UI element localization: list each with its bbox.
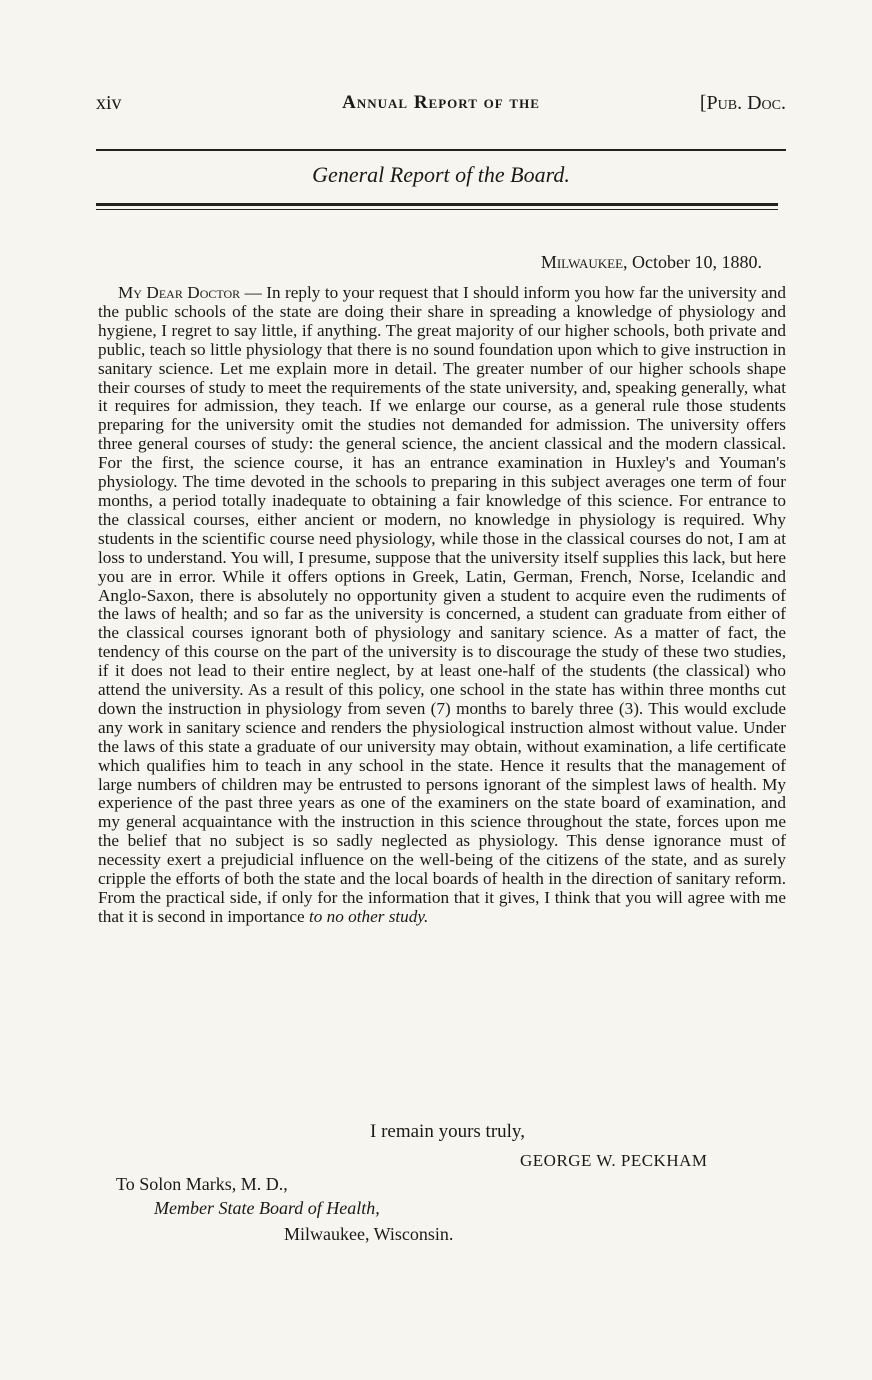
section-title: General Report of the Board.	[312, 162, 570, 187]
letter-emphasis: to no other study.	[308, 906, 429, 926]
section-rule	[96, 203, 778, 206]
running-title: Annual Report of the	[342, 92, 540, 113]
salutation: My Dear Doctor	[118, 283, 241, 302]
page-number: xiv	[96, 92, 122, 114]
running-header	[96, 92, 786, 122]
section-rule-thin	[96, 209, 778, 210]
address-line-3: Milwaukee, Wisconsin.	[284, 1224, 454, 1244]
closing: I remain yours truly,	[370, 1121, 525, 1142]
address-line-1: To Solon Marks, M. D.,	[116, 1174, 288, 1194]
dateline	[541, 252, 762, 273]
signature: GEORGE W. PECKHAM	[520, 1151, 708, 1170]
letter-text: — In reply to your request that I should inform you how far the university and the public schools of the state are doing their share in spreading a knowledge of physiology and hygiene, I regret to say little, if anything. The great majority of our higher schools, both private and public, teach so little physiology that there is no sound foundation upon which to give instruction in sanitary science. Let me explain more in detail. The greater number of our higher schools shape their courses of study to meet the requirements of the state university, and, speaking generally, what it requires for admission, they teach. If we enlarge our course, as a general rule those students preparing for the university omit the studies not demanded for admission. The university offers three general courses of study: the general science, the ancient classical and the modern classical. For the first, the science course, it has an entrance examination in Huxley's and Youman's physiology. The time devoted in the schools to preparing in this subject averages one term of four months, a period totally inadequate to obtaining a fair knowledge of this science. For entrance to the classical courses, either ancient or modern, no knowledge in physiology is required. Why students in the scientific course need physiology, while those in the classical courses do not, I am at loss to understand. You will, I presume, suppose that the university itself supplies this lack, but here you are in error. While it offers options in Greek, Latin, German, French, Norse, Icelandic and Anglo-Saxon, there is absolutely no opportunity given a student to acquire even the rudiments of the laws of health; and so far as the university is concerned, a student can graduate from either of the classical courses ignorant both of physiology and sanitary science. As a matter of fact, the tendency of this course on the part of the university is to discourage the study of these two studies, if it does not lead to their entire neglect, by at least one-half of the students (the classical) who attend the university. As a result of this policy, one school in the state has within three months cut down the instruction in physiology from seven (7) months to barely three (3). This would exclude any work in sanitary science and renders the physiological instruction almost without value. Under the laws of this state a graduate of our university may obtain, without examination, a life certificate which qualifies him to teach in any school in the state. Hence it results that the management of large numbers of children may be entrusted to persons ignorant of the simplest laws of health. My experience of the past three years as one of the examiners on the state board of examination, and my general acquaintance with the instruction in this science throughout the state, forces upon me the belief that no subject is so sadly neglected as physiology. This dense ignorance must of necessity exert a prejudicial influence on the well-being of the citizens of the state, and as surely cripple the efforts of both the state and the local boards of health in the direction of sanitary reform. From the practical side, if only for the information that it gives, I think that you will agree with me that it is second in importance	[98, 283, 786, 926]
address-line-2: Member State Board of Health,	[154, 1198, 380, 1218]
dateline-date: October 10, 1880.	[627, 252, 762, 272]
document-label: [Pub. Doc.	[699, 92, 786, 114]
dateline-city: Milwaukee,	[540, 252, 628, 272]
header-rule	[96, 149, 786, 151]
letter-body	[98, 284, 786, 927]
